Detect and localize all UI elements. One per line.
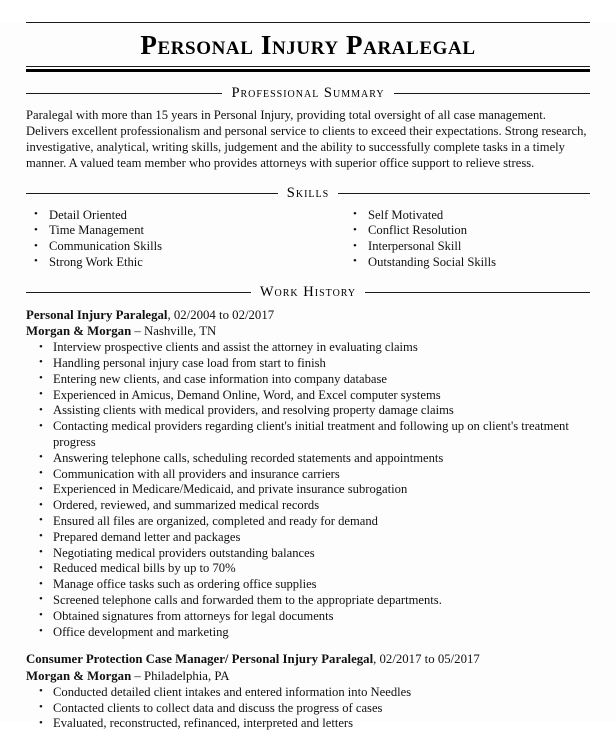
list-item: • Office development and marketing	[26, 625, 590, 641]
list-item: • Communication with all providers and insurance carriers	[26, 467, 590, 483]
heading-rule-left	[26, 292, 251, 293]
list-item: • Evaluated, reconstructed, refinanced, interpreted and letters	[26, 716, 590, 732]
list-item: • Assisting clients with medical providers, and resolving property damage claims	[26, 403, 590, 419]
list-item: • Entering new clients, and case information into company database	[26, 372, 590, 388]
skills-column-right	[308, 208, 590, 271]
list-item: • Reduced medical bills by up to 70%	[26, 561, 590, 577]
job-company: Morgan & Morgan	[26, 668, 132, 683]
list-item: • Conducted detailed client intakes and entered information into Needles	[26, 685, 590, 701]
job-responsibilities-list	[26, 685, 590, 732]
list-item: • Prepared demand letter and packages	[26, 530, 590, 546]
job-company-line	[26, 668, 590, 684]
list-item: • Experienced in Amicus, Demand Online, Word, and Excel computer systems	[26, 388, 590, 404]
list-item: • Outstanding Social Skills	[345, 255, 590, 271]
resume-page	[0, 22, 616, 731]
professional-summary-text: Paralegal with more than 15 years in Personal Injury, providing total oversight of all case management. Delivers excellent professionalism and personal service to clients to exceed their expectations. Strong research, investigative, analytical, writing skills, judgement and the ability to successfully complete tasks in a timely manner. A valued team member who provides attorneys with superior office support to relieve stress.	[26, 108, 587, 170]
list-item: • Self Motivated	[345, 208, 590, 224]
job-location: – Philadelphia, PA	[131, 668, 230, 683]
list-item: • Experienced in Medicare/Medicaid, and private insurance subrogation	[26, 482, 590, 498]
list-item: • Detail Oriented	[26, 208, 308, 224]
skills-list-right	[345, 208, 590, 271]
list-item: • Communication Skills	[26, 239, 308, 255]
list-item: • Strong Work Ethic	[26, 255, 308, 271]
heading-rule-right	[365, 292, 590, 293]
list-item: • Interpersonal Skill	[345, 239, 590, 255]
work-history-entry	[26, 651, 590, 732]
list-item: • Ensured all files are organized, completed and ready for demand	[26, 514, 590, 530]
job-responsibilities-list	[26, 340, 590, 640]
list-item: • Handling personal injury case load from start to finish	[26, 356, 590, 372]
title-double-divider	[26, 66, 590, 72]
job-dates: , 02/2004 to 02/2017	[167, 307, 275, 322]
skills-columns	[26, 208, 590, 271]
job-title: Consumer Protection Case Manager/ Personal Injury Paralegal	[26, 652, 374, 667]
list-item: • Conflict Resolution	[345, 223, 590, 239]
job-location: – Nashville, TN	[131, 323, 217, 338]
job-company-line	[26, 323, 590, 339]
list-item: • Answering telephone calls, scheduling recorded statements and appointments	[26, 451, 590, 467]
job-title-line	[26, 307, 590, 323]
heading-rule-left	[26, 93, 222, 94]
list-item: • Negotiating medical providers outstanding balances	[26, 546, 590, 562]
page-title: Personal Injury Paralegal	[140, 30, 476, 60]
heading-rule-right	[338, 193, 590, 194]
heading-rule-left	[26, 193, 278, 194]
job-company: Morgan & Morgan	[26, 323, 132, 338]
list-item: • Obtained signatures from attorneys for legal documents	[26, 609, 590, 625]
job-title: Personal Injury Paralegal	[26, 307, 168, 322]
section-heading-label: Skills	[286, 184, 330, 201]
section-heading-label: Professional Summary	[231, 85, 385, 102]
section-heading-professional-summary	[26, 85, 590, 102]
work-history-entry	[26, 307, 590, 641]
list-item: • Contacting medical providers regarding client's initial treatment and following up on client's treatment progress	[26, 419, 590, 451]
top-divider	[26, 22, 590, 23]
divider-thick-line	[26, 69, 590, 72]
list-item: • Ordered, reviewed, and summarized medical records	[26, 498, 590, 514]
heading-rule-right	[394, 93, 590, 94]
list-item: • Screened telephone calls and forwarded them to the appropriate departments.	[26, 593, 590, 609]
section-heading-label: Work History	[259, 283, 357, 300]
job-title-line	[26, 651, 590, 667]
skills-list-left	[26, 208, 308, 271]
section-heading-work-history	[26, 284, 590, 301]
list-item: • Interview prospective clients and assist the attorney in evaluating claims	[26, 340, 590, 356]
list-item: • Time Management	[26, 223, 308, 239]
job-dates: , 02/2017 to 05/2017	[373, 652, 480, 667]
list-item: • Contacted clients to collect data and discuss the progress of cases	[26, 701, 590, 717]
skills-column-left	[26, 208, 308, 271]
section-heading-skills	[26, 185, 590, 202]
list-item: • Manage office tasks such as ordering office supplies	[26, 577, 590, 593]
